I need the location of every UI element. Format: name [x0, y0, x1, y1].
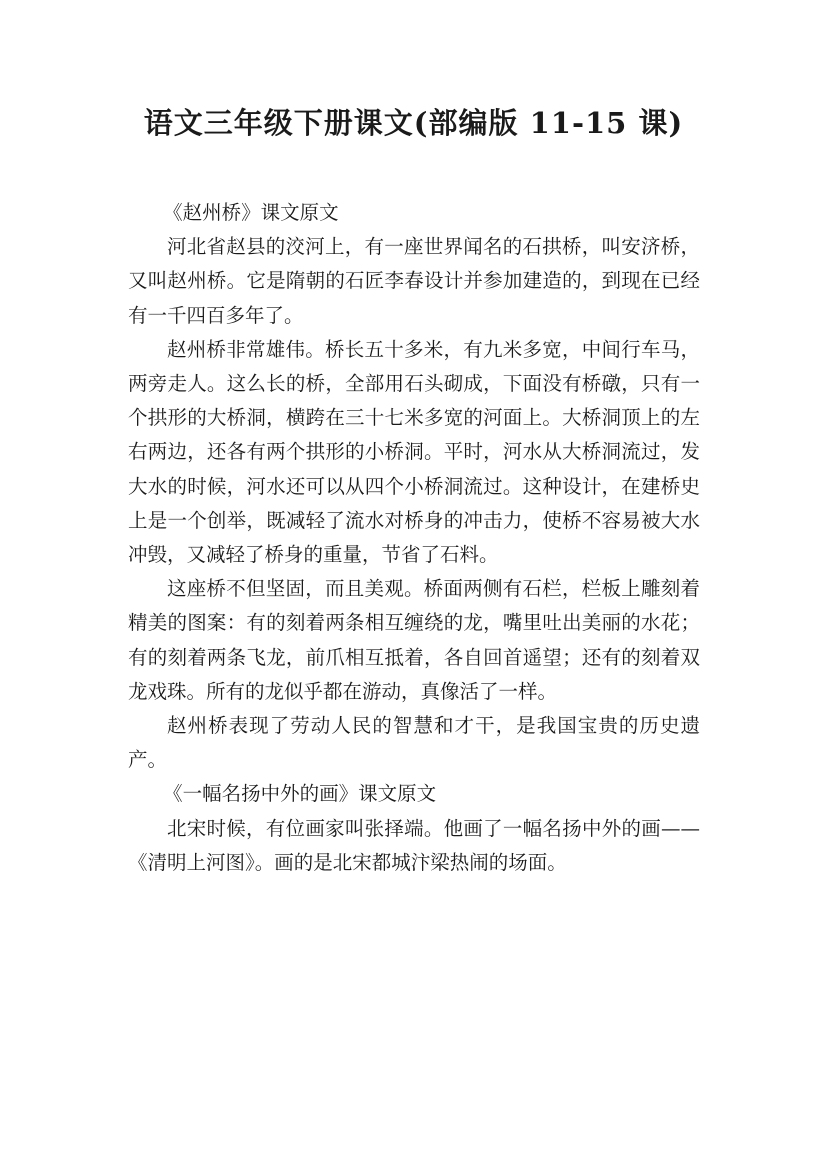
paragraph: 这座桥不但坚固，而且美观。桥面两侧有石栏，栏板上雕刻着精美的图案：有的刻着两条相互缠绕的龙，嘴里吐出美丽的水花；有的刻着两条飞龙，前爪相互抵着，各自回首遥望；还有的刻着双龙戏珠。所有的龙似乎都在游动，真像活了一样。 — [128, 577, 700, 703]
section-heading-famous-painting: 《一幅名扬中外的画》课文原文 — [163, 782, 437, 806]
document-body — [128, 196, 700, 880]
paragraph: 北宋时候，有位画家叫张择端。他画了一幅名扬中外的画——《清明上河图》。画的是北宋都城汴梁热闹的场面。 — [128, 816, 700, 874]
section-heading-zhaozhou-bridge: 《赵州桥》课文原文 — [163, 201, 339, 224]
paragraph: 赵州桥表现了劳动人民的智慧和才干，是我国宝贵的历史遗产。 — [128, 714, 700, 772]
paragraph: 河北省赵县的洨河上，有一座世界闻名的石拱桥，叫安济桥，又叫赵州桥。它是隋朝的石匠李春设计并参加建造的，到现在已经有一千四百多年了。 — [128, 235, 700, 327]
document-title: 语文三年级下册课文(部编版 11-15 课) — [143, 106, 684, 140]
paragraph: 赵州桥非常雄伟。桥长五十多米，有九米多宽，中间行车马，两旁走人。这么长的桥，全部用石头砌成，下面没有桥礅，只有一个拱形的大桥洞，横跨在三十七米多宽的河面上。大桥洞顶上的左右两边，还各有两个拱形的小桥洞。平时，河水从大桥洞流过，发大水的时候，河水还可以从四个小桥洞流过。这种设计，在建桥史上是一个创举，既减轻了流水对桥身的冲击力，使桥不容易被大水冲毁，又减轻了桥身的重量，节省了石料。 — [128, 337, 700, 567]
